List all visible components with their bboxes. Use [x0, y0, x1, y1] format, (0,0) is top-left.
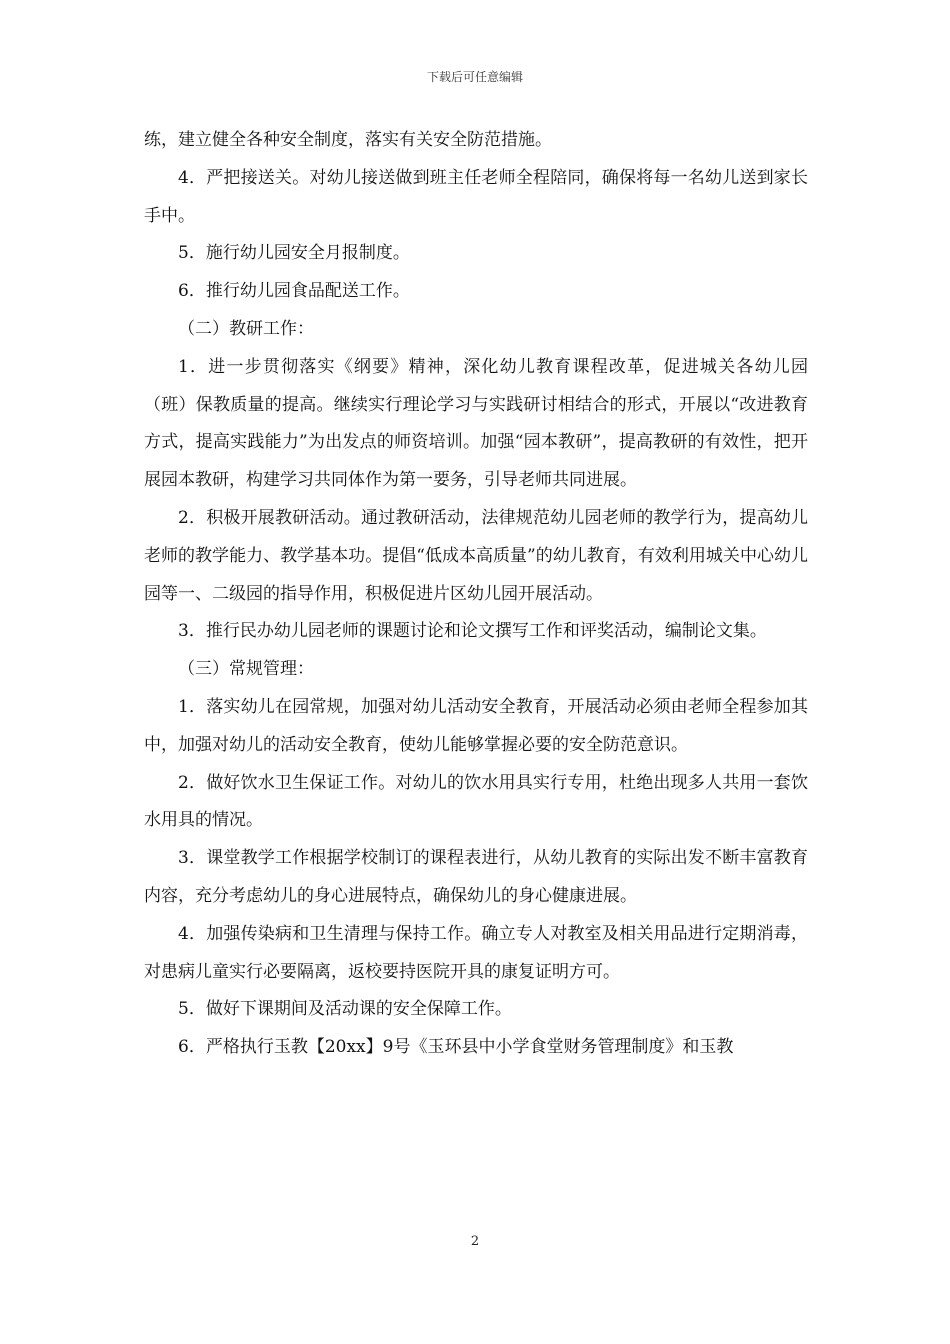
- paragraph: 5．施行幼儿园安全月报制度。: [178, 243, 410, 264]
- paragraph: 6．严格执行玉教【20xx】9号《玉环县中小学食堂财务管理制度》和玉教: [178, 1037, 734, 1058]
- paragraph: 5．做好下课期间及活动课的安全保障工作。: [178, 999, 512, 1020]
- section-heading: （三）常规管理：: [178, 659, 314, 680]
- paragraph: 4．严把接送关。对幼儿接送做到班主任老师全程陪同，确保将每一名幼儿送到家长手中。: [144, 167, 808, 226]
- paragraph: 4．加强传染病和卫生清理与保持工作。确立专人对教室及相关用品进行定期消毒，对患病儿童实行必要隔离，返校要持医院开具的康复证明方可。: [144, 923, 808, 982]
- paragraph: 2．做好饮水卫生保证工作。对幼儿的饮水用具实行专用，杜绝出现多人共用一套饮水用具的情况。: [144, 772, 808, 831]
- paragraph: 练，建立健全各种安全制度，落实有关安全防范措施。: [144, 130, 552, 150]
- paragraph: 1．进一步贯彻落实《纲要》精神，深化幼儿教育课程改革，促进城关各幼儿园（班）保教质量的提高。继续实行理论学习与实践研讨相结合的形式，开展以“改进教育方式，提高实践能力”为出发点的师资培训。加强“园本教研”，提高教研的有效性，把开展园本教研，构建学习共同体作为第一要务，引导老师共同进展。: [144, 356, 808, 491]
- paragraph: 3．推行民办幼儿园老师的课题讨论和论文撰写工作和评奖活动，编制论文集。: [178, 621, 767, 642]
- paragraph: 3．课堂教学工作根据学校制订的课程表进行，从幼儿教育的实际出发不断丰富教育内容，充分考虑幼儿的身心进展特点，确保幼儿的身心健康进展。: [144, 848, 808, 906]
- paragraph: 2．积极开展教研活动。通过教研活动，法律规范幼儿园老师的教学行为，提高幼儿老师的教学能力、教学基本功。提倡“低成本高质量”的幼儿教育，有效利用城关中心幼儿园等一、二级园的指导作用，积极促进片区幼儿园开展活动。: [144, 507, 808, 604]
- header-note: 下载后可任意编辑: [426, 70, 523, 84]
- section-heading: （二）教研工作：: [178, 318, 314, 339]
- paragraph: 6．推行幼儿园食品配送工作。: [178, 281, 410, 302]
- page-number: 2: [470, 1234, 480, 1249]
- paragraph: 1．落实幼儿在园常规，加强对幼儿活动安全教育，开展活动必须由老师全程参加其中，加强对幼儿的活动安全教育，使幼儿能够掌握必要的安全防范意识。: [144, 696, 808, 755]
- body-text: [144, 122, 808, 1067]
